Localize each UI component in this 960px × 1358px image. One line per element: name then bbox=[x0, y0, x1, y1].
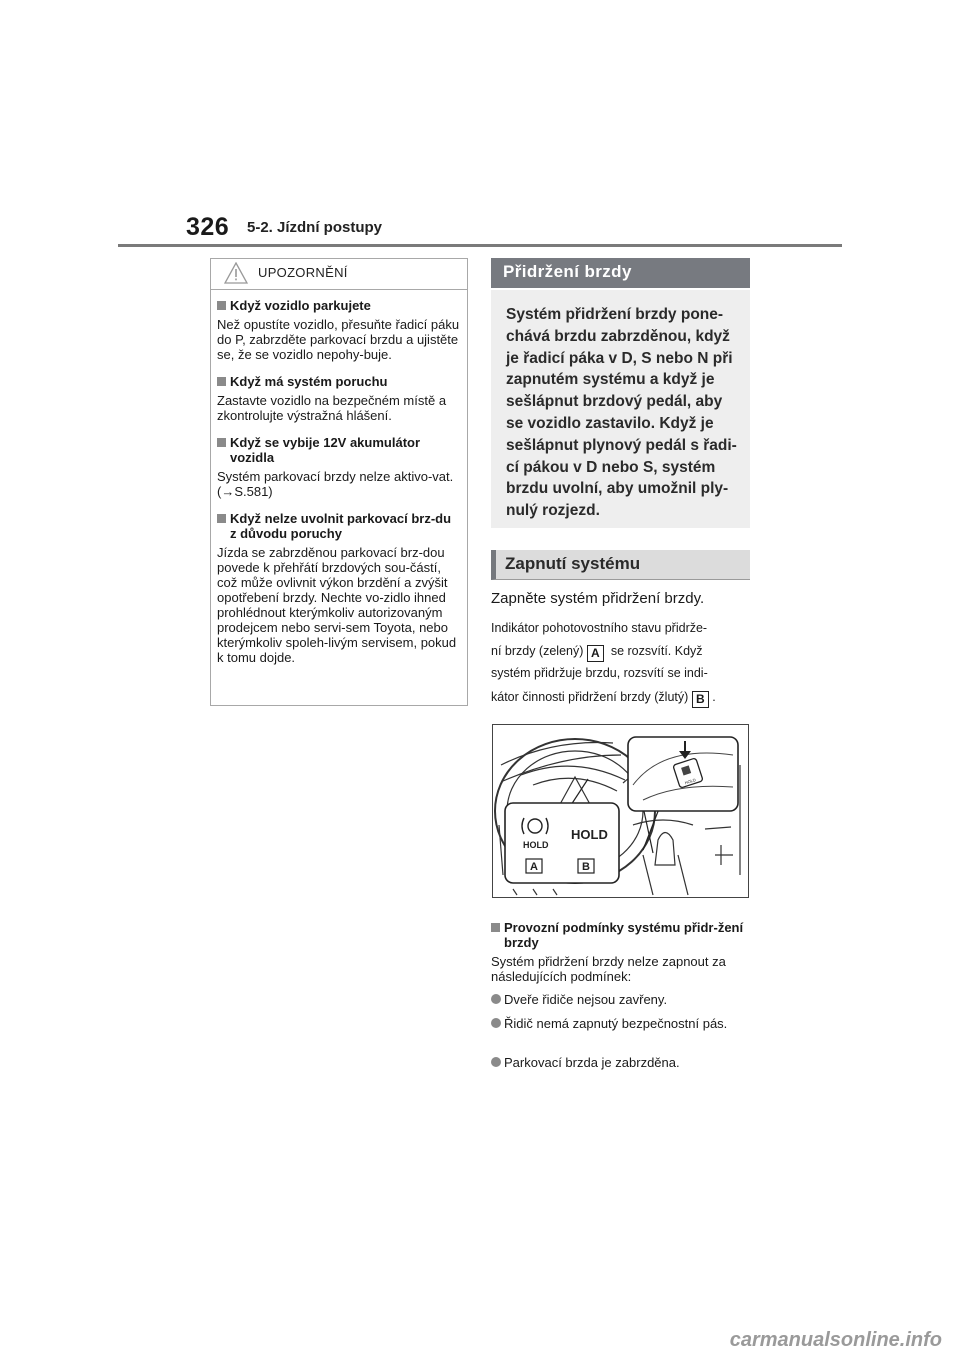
square-bullet-icon bbox=[491, 923, 500, 932]
heading-text: Když má systém poruchu bbox=[230, 374, 388, 389]
text-segment: ní brzdy (zelený) bbox=[491, 644, 584, 658]
list-item bbox=[491, 1055, 751, 1070]
dashboard-illustration bbox=[492, 724, 749, 898]
label-b-badge: B bbox=[692, 691, 709, 708]
subsection-heading: Zapnutí systému bbox=[505, 554, 641, 573]
conditions-heading bbox=[491, 920, 751, 950]
warning-item-heading bbox=[217, 435, 461, 465]
text-segment: kátor činnosti přidržení brzdy (žlutý) bbox=[491, 690, 689, 704]
subsection-bar-enable bbox=[491, 550, 750, 580]
summary-box bbox=[491, 290, 750, 528]
warning-triangle-icon bbox=[224, 262, 248, 284]
label-a-badge: A bbox=[587, 645, 604, 662]
warning-item-text: Jízda se zabrzděnou parkovací brz-dou povede k přehřátí brzdových sou-částí, což může ovlivnit výkon brzdění a zvýšit opotřebení brzdy. Nechte vo-zidlo ihned prohlédnout kterýmkoliv autorizovaným prodejcem nebo servi-sem Toyota, nebo kterýmkoliv spoleh-livým servisem, pokud k tomu dojde. bbox=[217, 545, 457, 665]
page-number: 326 bbox=[186, 213, 230, 241]
heading-text: Provozní podmínky systému přidr-žení brzdy bbox=[504, 920, 744, 950]
circle-bullet-icon bbox=[491, 1057, 501, 1067]
header-divider bbox=[118, 244, 842, 247]
paragraph-line bbox=[491, 642, 751, 662]
list-item-text: Dveře řidiče nejsou zavřeny. bbox=[504, 992, 668, 1007]
warning-item-text: Než opustíte vozidlo, přesuňte řadicí páku do P, zabrzděte parkovací brzdu a ujistěte se, že se vozidlo nepohy-buje. bbox=[217, 317, 460, 362]
paragraph-line: Indikátor pohotovostního stavu přidrže- bbox=[491, 621, 708, 635]
warning-header bbox=[211, 259, 467, 290]
paragraph-line bbox=[491, 688, 751, 708]
switch-hold-text: HOLD bbox=[684, 777, 697, 786]
square-bullet-icon bbox=[217, 377, 226, 386]
circle-bullet-icon bbox=[491, 1018, 501, 1028]
step-text: Zapněte systém přidržení brzdy. bbox=[491, 590, 705, 607]
heading-text: Když nelze uvolnit parkovací brz-du z důvodu poruchy bbox=[230, 511, 452, 541]
list-item bbox=[491, 992, 751, 1007]
square-bullet-icon bbox=[217, 438, 226, 447]
watermark: carmanualsonline.info bbox=[729, 1329, 942, 1351]
figure-label-b: B bbox=[582, 861, 590, 873]
square-bullet-icon bbox=[217, 514, 226, 523]
hold-indicator-label: HOLD bbox=[523, 840, 549, 850]
hold-active-label: HOLD bbox=[571, 827, 608, 842]
section-heading: Přidržení brzdy bbox=[503, 262, 632, 281]
figure-label-a: A bbox=[530, 861, 538, 873]
text-segment: . bbox=[712, 690, 716, 704]
dashboard-drawing bbox=[493, 725, 749, 898]
warning-body bbox=[211, 290, 467, 665]
list-item bbox=[491, 1016, 751, 1031]
section-title: 5-2. Jízdní postupy bbox=[247, 219, 383, 236]
warning-title: UPOZORNĚNÍ bbox=[258, 265, 348, 280]
text-segment: se rozsvítí. Když bbox=[610, 644, 703, 658]
section-bar-brake-hold bbox=[491, 258, 750, 288]
warning-item-heading bbox=[217, 374, 461, 389]
warning-box bbox=[210, 258, 468, 706]
square-bullet-icon bbox=[217, 301, 226, 310]
circle-bullet-icon bbox=[491, 994, 501, 1004]
heading-text: Když vozidlo parkujete bbox=[230, 298, 371, 313]
list-item-text: Parkovací brzda je zabrzděna. bbox=[504, 1055, 680, 1070]
paragraph-line: systém přidržuje brzdu, rozsvítí se indi- bbox=[491, 666, 708, 680]
warning-item-heading bbox=[217, 511, 461, 541]
list-item-text: Řidič nemá zapnutý bezpečnostní pás. bbox=[504, 1016, 728, 1031]
warning-item-text: Zastavte vozidlo na bezpečném místě a zkontrolujte výstražná hlášení. bbox=[217, 393, 447, 423]
warning-item-text: Systém parkovací brzdy nelze aktivo-vat. (→S.581) bbox=[217, 469, 454, 499]
warning-item-heading bbox=[217, 298, 461, 313]
heading-text: Když se vybije 12V akumulátor vozidla bbox=[230, 435, 421, 465]
summary-text: Systém přidržení brzdy pone-chává brzdu zabrzděnou, když je řadicí páka v D, S nebo N při zapnutém systému a když je sešlápnut brzdový pedál, aby se vozidlo zastavilo. Když je sešlápnut plynový pedál s řadi-cí pákou v D nebo S, systém brzdu uvolní, aby umožnil ply-nulý rozjezd. bbox=[506, 306, 737, 520]
conditions-text: Systém přidržení brzdy nelze zapnout za následujících podmínek: bbox=[491, 954, 726, 984]
